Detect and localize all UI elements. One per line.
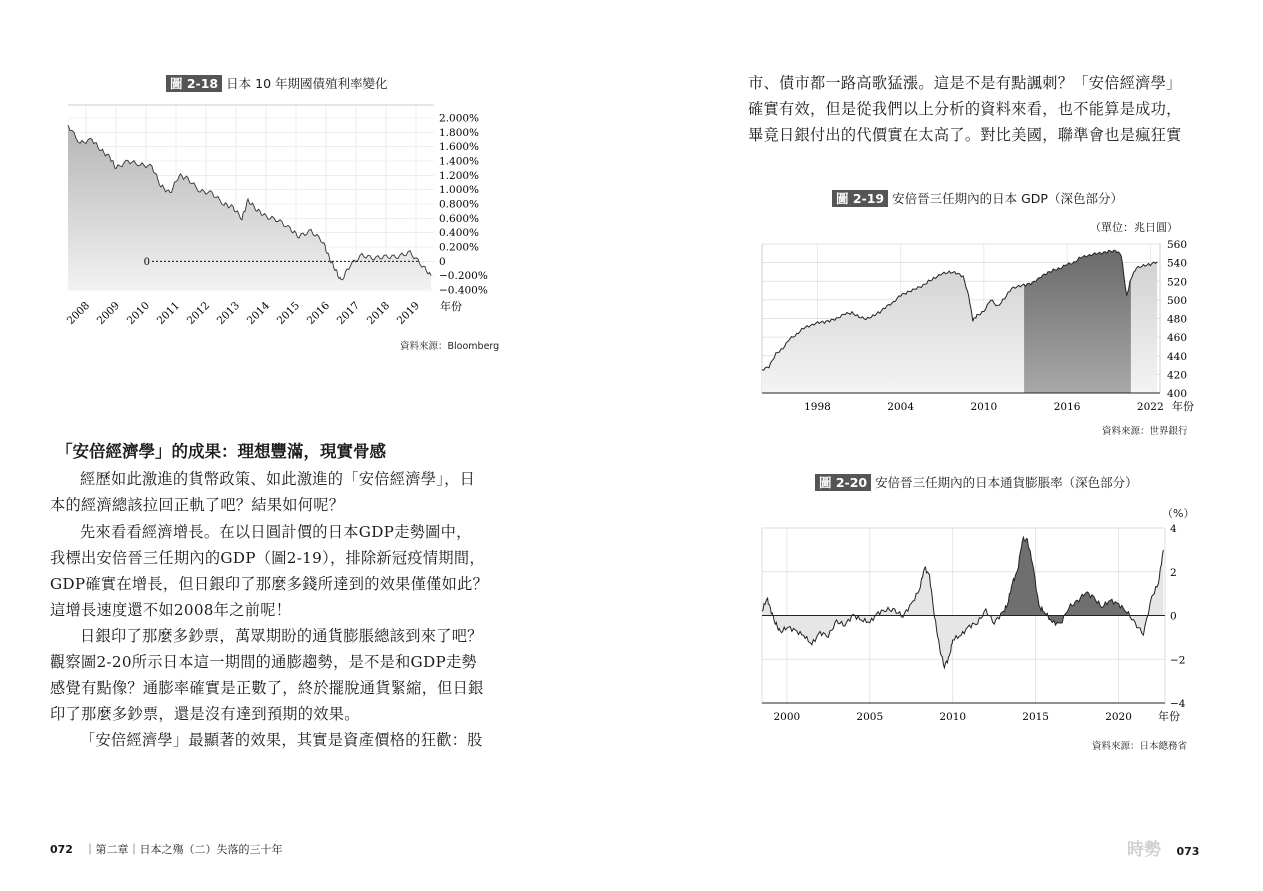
paragraph-line-7: 日銀印了那麼多鈔票，萬眾期盼的通貨膨脹總該到來了吧？ [80,627,483,645]
figure-2-18-x-tick: 2011 [154,299,183,328]
figure-2-18-x-tick: 2018 [364,299,393,328]
paragraph-line-6: 這增長速度還不如2008年之前呢！ [50,601,292,619]
paragraph-line-5: GDP確實在增長，但日銀印了那麼多錢所達到的效果僅僅如此？ [50,575,489,593]
figure-2-18-x-tick: 2015 [274,299,303,328]
figure-2-18-x-tick: 2019 [394,299,423,328]
figure-2-18-y-tick: 2.000% [439,112,480,125]
paragraph-line-4: 我標出安倍晉三任期內的GDP（圖2-19），排除新冠疫情期間， [50,549,485,567]
figure-2-18-title: 日本 10 年期國債殖利率變化 [226,76,388,91]
figure-2-19-unit: （單位：兆日圓） [1090,221,1178,234]
paragraph-line-10: 印了那麼多鈔票，還是沒有達到預期的效果。 [50,705,360,723]
paragraph-line-11: 「安倍經濟學」最顯著的效果，其實是資產價格的狂歡：股 [80,731,483,749]
paragraph-line-3: 先來看看經濟增長。在以日圓計價的日本GDP走勢圖中， [80,523,472,541]
figure-2-20-chart [760,520,1210,725]
figure-2-19-x-tick: 2004 [887,401,915,413]
figure-2-19-tag: 圖 2-19 [832,190,888,207]
figure-2-18-x-tick: 2016 [304,299,333,328]
figure-2-20-x-tick: 2015 [1022,711,1050,723]
figure-2-19-y-tick: 540 [1167,257,1188,270]
figure-2-20-x-tick: 2005 [856,711,884,723]
right-page-number: 073 [1176,845,1200,858]
figure-2-18-y-tick: −0.400% [439,284,488,297]
left-page-number: 072 [50,843,73,856]
figure-2-19-y-tick: 420 [1167,369,1188,382]
figure-2-18-y-tick: 0.200% [439,241,480,254]
figure-2-18-x-tick: 2008 [64,299,93,328]
paragraph-line-1: 經歷如此激進的貨幣政策、如此激進的「安倍經濟學」，日 [80,470,476,488]
figure-2-19-xlabel: 年份 [1172,400,1194,413]
figure-2-18-caption [166,74,388,92]
figure-2-18-y-tick: 1.600% [439,141,480,154]
right-paragraph-line-1: 市、債市都一路高歌猛漲。這是不是有點諷刺？「安倍經濟學」 [748,74,1182,92]
figure-2-20-unit: （%） [1162,507,1195,520]
figure-2-19-y-tick: 500 [1167,294,1188,307]
figure-2-20-x-tick: 2000 [773,711,801,723]
figure-2-19-x-tick: 2022 [1136,401,1164,413]
chapter-title: ｜第二章｜日本之殤（二）失落的三十年 [84,843,283,856]
figure-2-18-y-tick: 0.800% [439,198,480,211]
figure-2-20-x-tick: 2020 [1105,711,1132,723]
figure-2-19-y-tick: 460 [1167,332,1188,345]
figure-2-18-area [68,125,431,290]
paragraph-line-9: 感覺有點像？通膨率確實是正數了，終於擺脫通貨緊縮，但日銀 [50,679,484,697]
figure-2-19-y-tick: 520 [1167,276,1188,289]
figure-2-19-source: 資料來源：世界銀行 [1102,426,1188,437]
figure-2-18-x-tick: 2017 [334,299,363,328]
figure-2-18-x-tick: 2012 [184,299,213,328]
paragraph-line-2: 本的經濟總該拉回正軌了吧？結果如何呢？ [50,496,345,514]
figure-2-18-zero-label: 0 [143,256,150,268]
figure-2-18-xlabel: 年份 [440,300,462,313]
figure-2-20-area [762,537,1163,668]
right-footer [1127,835,1199,860]
figure-2-20-y-tick: −4 [1170,698,1186,710]
figure-2-19-chart [760,236,1210,416]
figure-2-20-source: 資料來源：日本總務省 [1092,741,1188,752]
section-heading: 「安倍經濟學」的成果：理想豐滿，現實骨感 [56,442,386,461]
figure-2-18-x-tick: 2013 [214,299,243,328]
figure-2-18-y-tick: 0.600% [439,212,480,225]
figure-2-19-caption [832,189,1123,207]
figure-2-19-y-tick: 400 [1167,388,1188,400]
figure-2-19-y-tick: 440 [1167,350,1188,363]
right-paragraph-line-2: 確實有效，但是從我們以上分析的資料來看，也不能算是成功， [748,100,1182,118]
brand-watermark: 時勢 [1127,840,1161,860]
figure-2-20-title: 安倍晉三任期內的日本通貨膨脹率（深色部分） [875,475,1138,490]
figure-2-20-y-tick: 2 [1170,566,1177,579]
figure-2-18-y-tick: −0.200% [439,270,488,283]
figure-2-19-x-tick: 2010 [970,401,998,413]
figure-2-19-y-tick: 480 [1167,313,1188,326]
figure-2-18-tag: 圖 2-18 [166,75,222,92]
figure-2-18-y-tick: 1.200% [439,169,480,182]
figure-2-19-x-tick: 2016 [1053,401,1081,413]
figure-2-20-highlight-area [762,537,1163,668]
figure-2-20-caption [815,473,1138,491]
figure-2-20-tag: 圖 2-20 [815,474,871,491]
figure-2-18-x-tick: 2009 [94,299,123,328]
figure-2-20-xlabel: 年份 [1158,710,1180,723]
left-footer [50,841,282,857]
figure-2-18-x-tick: 2014 [244,299,273,328]
figure-2-20-y-tick: −2 [1170,654,1186,667]
figure-2-18-y-tick: 1.000% [439,184,480,197]
figure-2-20-line [762,537,1163,668]
figure-2-19-title: 安倍晉三任期內的日本 GDP（深色部分） [892,191,1123,206]
figure-2-18-y-tick: 0.400% [439,227,480,240]
figure-2-18-y-tick: 0 [439,255,446,268]
figure-2-18-source: 資料來源：Bloomberg [400,341,500,352]
figure-2-20-x-tick: 2010 [939,711,967,723]
figure-2-18-y-tick: 1.400% [439,155,480,168]
figure-2-20-y-tick: 4 [1170,523,1177,535]
paragraph-line-8: 觀察圖2-20所示日本這一期間的通膨趨勢，是不是和GDP走勢 [50,653,477,671]
figure-2-20-y-tick: 0 [1170,610,1177,623]
figure-2-19-y-tick: 560 [1167,239,1188,251]
figure-2-18-x-tick: 2010 [124,299,153,328]
figure-2-18-chart [60,100,510,332]
right-paragraph-line-3: 畢竟日銀付出的代價實在太高了。對比美國，聯準會也是瘋狂實 [748,126,1182,144]
figure-2-19-x-tick: 1998 [804,401,831,413]
figure-2-18-y-tick: 1.800% [439,126,480,139]
